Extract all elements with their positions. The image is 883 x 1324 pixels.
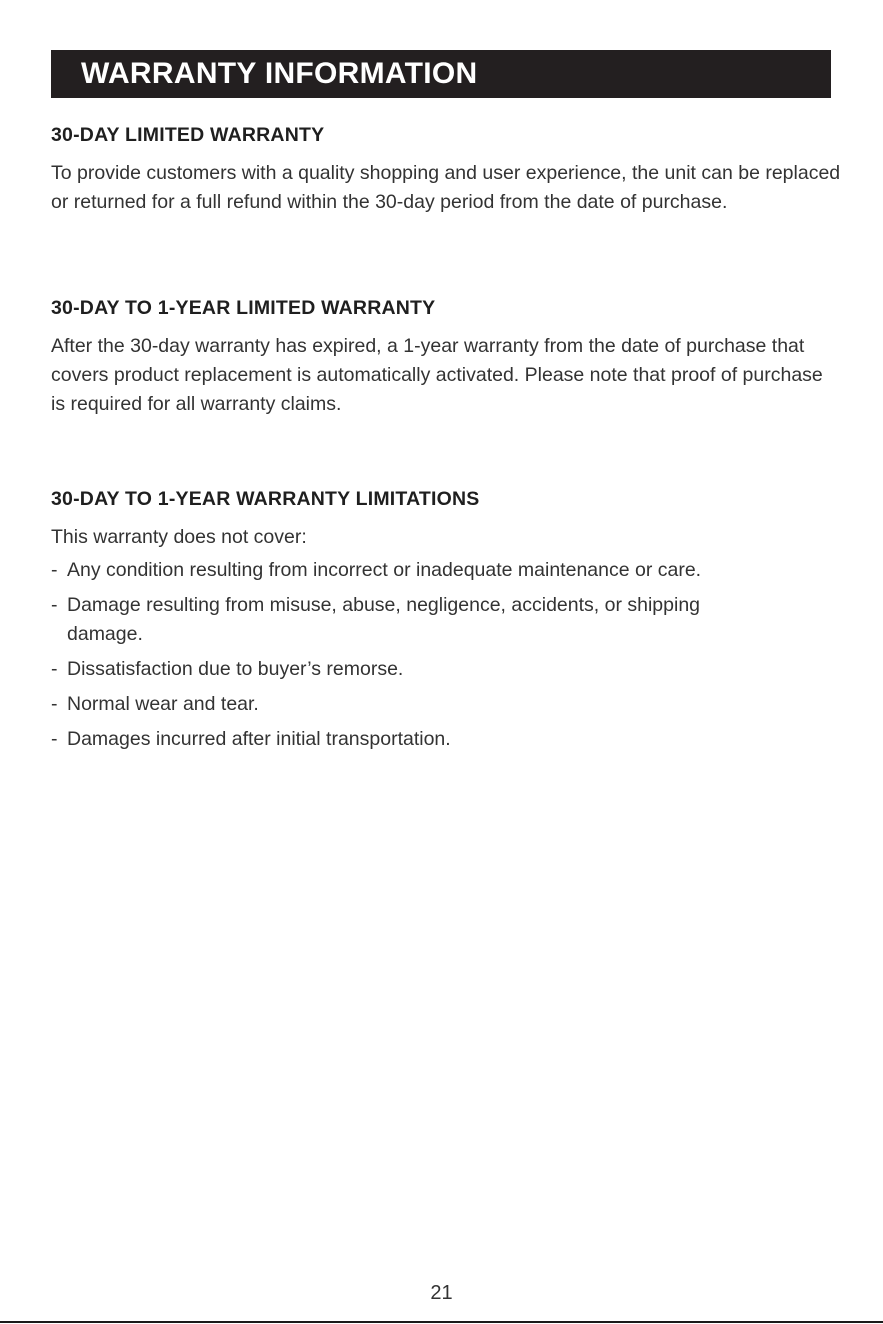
dash-bullet: - bbox=[51, 693, 58, 715]
limitations-intro: This warranty does not cover: bbox=[51, 526, 307, 548]
list-item-text: Damages incurred after initial transportation. bbox=[67, 728, 451, 750]
bottom-divider bbox=[0, 1321, 883, 1323]
list-item bbox=[51, 690, 841, 719]
list-item-text: Dissatisfaction due to buyer’s remorse. bbox=[67, 658, 404, 680]
dash-bullet: - bbox=[51, 559, 58, 581]
limitations-list bbox=[51, 556, 841, 754]
section-heading: 30-DAY TO 1-YEAR WARRANTY LIMITATIONS bbox=[51, 488, 480, 510]
section-heading: 30-DAY LIMITED WARRANTY bbox=[51, 124, 325, 146]
list-item bbox=[51, 655, 841, 684]
section-1-year-warranty bbox=[51, 297, 841, 419]
list-item bbox=[51, 556, 841, 585]
list-item-text: Damage resulting from misuse, abuse, negligence, accidents, or shipping damage. bbox=[67, 594, 701, 645]
dash-bullet: - bbox=[51, 594, 58, 616]
dash-bullet: - bbox=[51, 658, 58, 680]
page-title-bar bbox=[51, 50, 831, 98]
section-30-day-warranty bbox=[51, 124, 841, 217]
section-body: After the 30-day warranty has expired, a 1-year warranty from the date of purchase that covers product replacement is automatically activated. Please note that proof of purchase is required for all warranty claims. bbox=[51, 335, 823, 415]
section-body: To provide customers with a quality shopping and user experience, the unit can be replaced or returned for a full refund within the 30-day period from the date of purchase. bbox=[51, 162, 841, 213]
list-item-text: Normal wear and tear. bbox=[67, 693, 259, 715]
page-title: WARRANTY INFORMATION bbox=[81, 57, 478, 90]
list-item bbox=[51, 725, 841, 754]
dash-bullet: - bbox=[51, 728, 58, 750]
list-item-text: Any condition resulting from incorrect or inadequate maintenance or care. bbox=[67, 559, 702, 581]
page-number: 21 bbox=[430, 1282, 453, 1304]
section-heading: 30-DAY TO 1-YEAR LIMITED WARRANTY bbox=[51, 297, 436, 319]
section-warranty-limitations bbox=[51, 488, 841, 760]
list-item bbox=[51, 591, 841, 649]
